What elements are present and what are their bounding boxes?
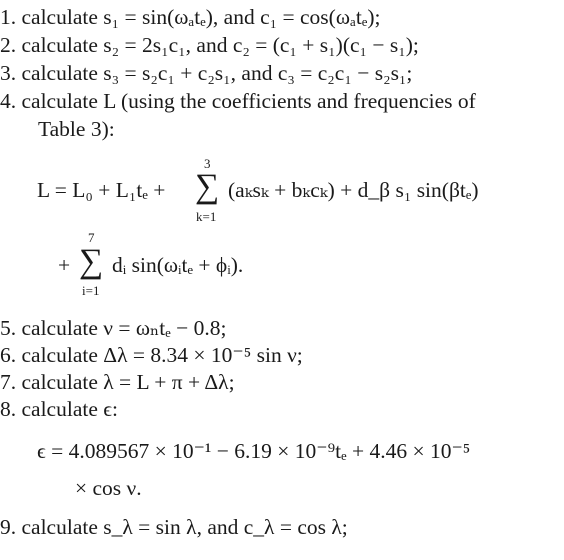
step-7	[0, 372, 235, 394]
summation-symbol-2: ∑	[79, 243, 104, 280]
step-4-text-2: Table 3):	[38, 117, 115, 141]
sum-2-lower-limit: i=1	[82, 283, 100, 298]
equation-L-line-2-right: dᵢ sin(ωᵢtₑ + ϕᵢ).	[112, 253, 244, 277]
step-2-text: 2. calculate s₂ = 2s₁c₁, and c₂ = (c₁ + s₁)(c₁ − s₁);	[0, 33, 419, 57]
equation-L-line-1-left: L = L₀ + L₁tₑ +	[37, 178, 166, 202]
step-8-text: 8. calculate ϵ:	[0, 397, 118, 421]
step-8	[0, 399, 118, 421]
summation-symbol-1: ∑	[195, 168, 220, 205]
step-1	[0, 7, 380, 29]
equation-epsilon-line-2: × cos ν.	[75, 476, 142, 500]
equation-L-line-1-right: (aₖsₖ + bₖcₖ) + d_β s₁ sin(βtₑ)	[228, 178, 479, 202]
step-1-text: 1. calculate s₁ = sin(ωₐtₑ), and c₁ = cos(ωₐtₑ);	[0, 5, 381, 29]
step-6-text: 6. calculate Δλ = 8.34 × 10⁻⁵ sin ν;	[0, 343, 303, 367]
step-4-line-2	[38, 119, 115, 141]
sum-1-lower-limit: k=1	[196, 209, 217, 224]
step-7-text: 7. calculate λ = L + π + Δλ;	[0, 370, 235, 394]
step-4-text-1: 4. calculate L (using the coefficients and frequencies of	[0, 89, 476, 113]
equation-epsilon-line-1: ϵ = 4.089567 × 10⁻¹ − 6.19 × 10⁻⁹tₑ + 4.46 × 10⁻⁵	[37, 439, 471, 463]
step-2	[0, 35, 419, 57]
step-3-text: 3. calculate s₃ = s₂c₁ + c₂s₁, and c₃ = c₂c₁ − s₂s₁;	[0, 61, 413, 85]
step-9	[0, 517, 348, 539]
sum-2-upper-limit: 7	[88, 230, 95, 245]
step-9-text: 9. calculate s_λ = sin λ, and c_λ = cos λ;	[0, 515, 348, 539]
step-3	[0, 63, 412, 85]
step-4-line-1	[0, 91, 476, 113]
step-5-text: 5. calculate ν = ωₙtₑ − 0.8;	[0, 316, 227, 340]
step-6	[0, 345, 303, 367]
step-5	[0, 318, 227, 340]
equation-L-line-2-left: +	[58, 253, 71, 277]
sum-1-upper-limit: 3	[204, 156, 211, 171]
